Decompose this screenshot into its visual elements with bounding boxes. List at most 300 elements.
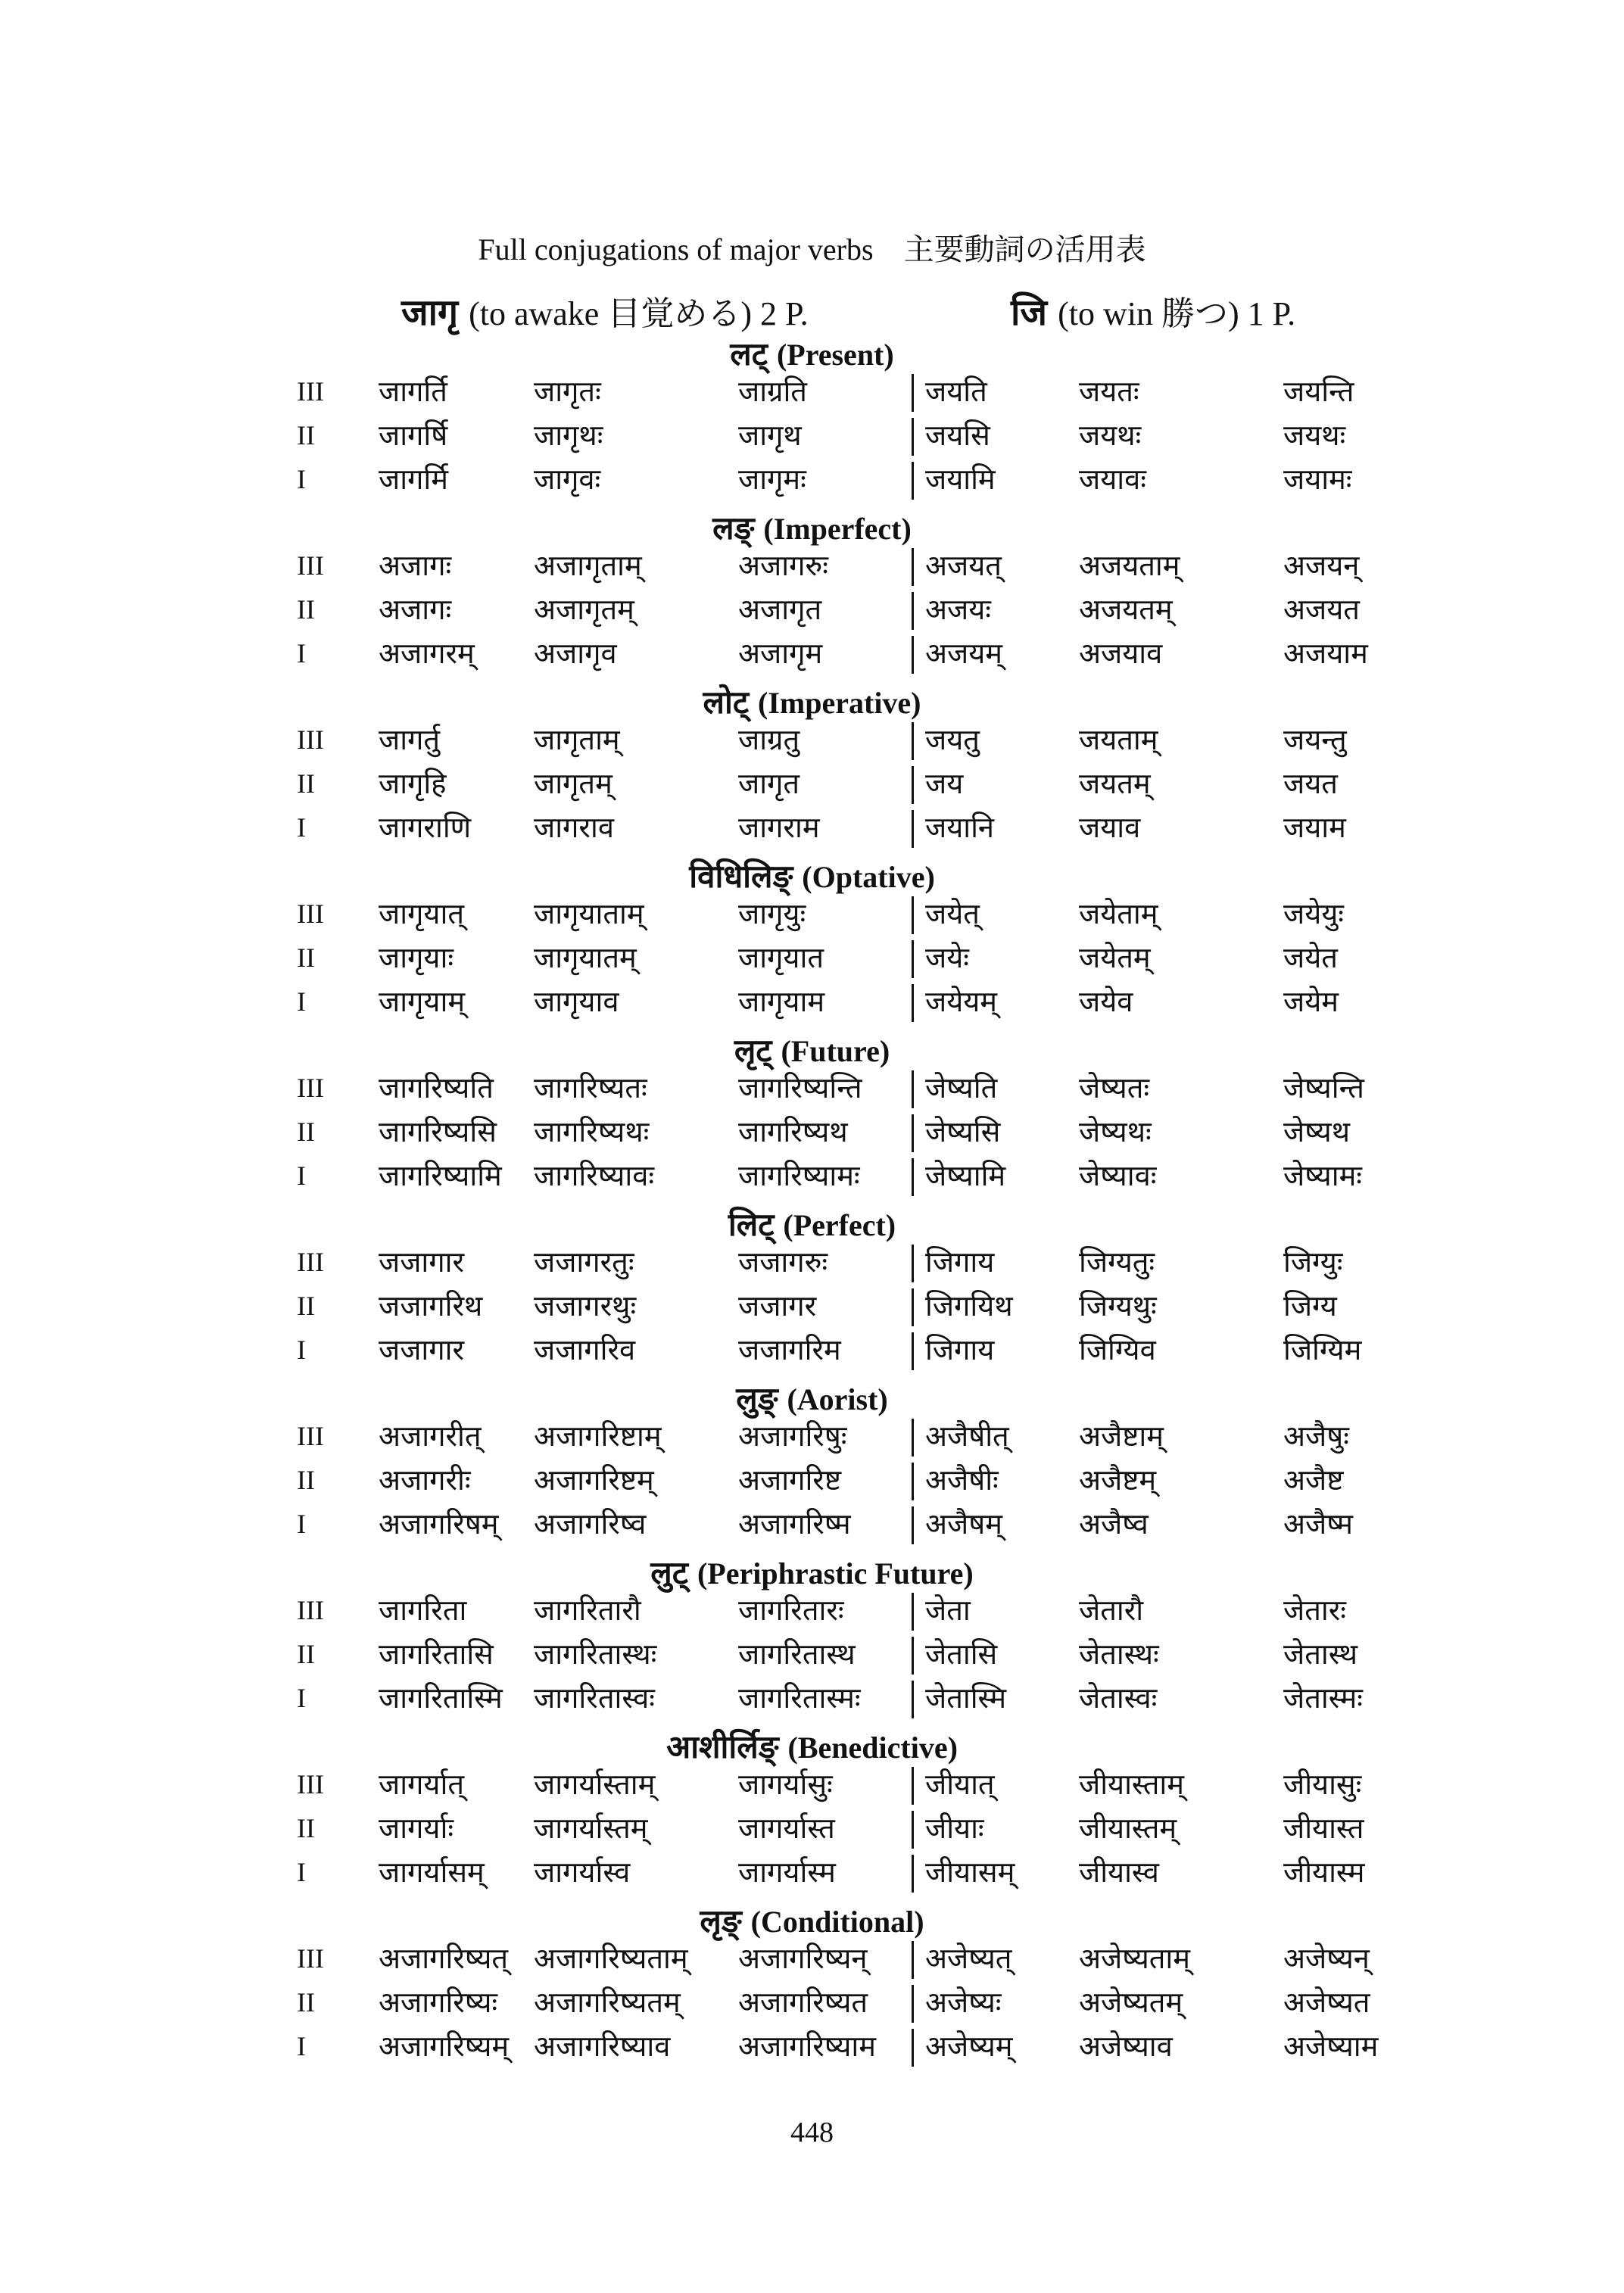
column-divider bbox=[912, 1681, 914, 1718]
person-label: III bbox=[297, 1595, 324, 1625]
jagr-form: जजागार bbox=[379, 1333, 465, 1366]
jagr-form: जागृतम् bbox=[534, 767, 613, 800]
ji-form: जेष्यामि bbox=[925, 1159, 1006, 1192]
verb-root-jagr: जागृ bbox=[401, 291, 459, 334]
jagr-form: जागरिष्यति bbox=[379, 1071, 494, 1104]
jagr-form: जागरिष्यामः bbox=[738, 1159, 860, 1192]
jagr-form: जागृयाम bbox=[738, 985, 825, 1018]
tense-name: विधिलिङ् bbox=[689, 858, 793, 895]
verb-gloss-ji: (to win 勝つ) 1 P. bbox=[1058, 295, 1296, 332]
conjugation-row bbox=[0, 2026, 1624, 2070]
ji-form: जयेताम् bbox=[1079, 897, 1158, 930]
column-divider bbox=[912, 984, 914, 1022]
jagr-form: जजागरिथ bbox=[379, 1289, 483, 1323]
column-divider bbox=[912, 1070, 914, 1108]
ji-form: जीयास्त bbox=[1283, 1812, 1364, 1845]
conjugation-row bbox=[0, 1634, 1624, 1678]
ji-form: अजयम् bbox=[925, 637, 1002, 670]
column-divider bbox=[912, 2029, 914, 2067]
jagr-form: जागरितारः bbox=[738, 1594, 844, 1627]
person-label: III bbox=[297, 376, 324, 407]
jagr-form: जागर्मि bbox=[379, 463, 448, 496]
column-divider bbox=[912, 1767, 914, 1805]
jagr-form: अजागरिष्यताम् bbox=[534, 1942, 688, 1975]
jagr-form: जागरिष्यावः bbox=[534, 1159, 654, 1192]
jagr-form: जागृवः bbox=[534, 463, 601, 496]
tense-name: लुङ् bbox=[736, 1380, 778, 1417]
jagr-form: जागृयाम् bbox=[379, 985, 466, 1018]
column-divider bbox=[912, 1288, 914, 1326]
jagr-form: जागरिष्यतः bbox=[534, 1071, 647, 1104]
jagr-form: अजागरिष्यः bbox=[379, 1986, 498, 2019]
jagr-form: जागृयात bbox=[738, 941, 824, 974]
conjugation-row bbox=[0, 763, 1624, 807]
ji-form: अजैषीः bbox=[925, 1463, 999, 1497]
column-divider bbox=[912, 592, 914, 630]
conjugation-row bbox=[0, 981, 1624, 1025]
ji-form: जेतारः bbox=[1283, 1594, 1346, 1627]
ji-form: जयेम bbox=[1283, 985, 1339, 1018]
conjugation-row bbox=[0, 1242, 1624, 1285]
column-divider bbox=[912, 896, 914, 934]
ji-form: जयेयुः bbox=[1283, 897, 1344, 930]
ji-form: जेष्यतः bbox=[1079, 1071, 1150, 1104]
column-divider bbox=[912, 1463, 914, 1500]
ji-form: जयेत् bbox=[925, 897, 980, 930]
person-label: III bbox=[297, 1421, 324, 1451]
jagr-form: अजागरिष्व bbox=[534, 1507, 647, 1541]
column-divider bbox=[912, 1985, 914, 2023]
person-label: III bbox=[297, 1943, 324, 1974]
jagr-form: जागर्षि bbox=[379, 419, 448, 452]
ji-form: जीयास्तम् bbox=[1079, 1812, 1177, 1845]
jagr-form: अजागः bbox=[379, 549, 452, 582]
jagr-form: जागृयात् bbox=[379, 897, 464, 930]
column-divider bbox=[912, 940, 914, 978]
jagr-form: अजागरम् bbox=[379, 637, 475, 670]
ji-form: जीयास्म bbox=[1283, 1855, 1365, 1889]
ji-form: अजयत bbox=[1283, 593, 1360, 626]
jagr-form: जागर्यास्त bbox=[738, 1812, 835, 1845]
conjugation-row bbox=[0, 1285, 1624, 1329]
jagr-form: जागृयुः bbox=[738, 897, 806, 930]
ji-form: जयथः bbox=[1283, 419, 1346, 452]
ji-form: जयसि bbox=[925, 419, 990, 452]
conjugation-row bbox=[0, 1764, 1624, 1808]
tense-header bbox=[0, 1724, 1624, 1768]
jagr-form: जागर्यास्तम् bbox=[534, 1812, 648, 1845]
ji-form: जिग्यथुः bbox=[1079, 1289, 1157, 1323]
conjugation-row bbox=[0, 893, 1624, 937]
jagr-form: जागृथः bbox=[534, 419, 603, 452]
jagr-form: अजागरिष्यन् bbox=[738, 1942, 868, 1975]
conjugation-row bbox=[0, 1938, 1624, 1982]
conjugation-row bbox=[0, 545, 1624, 589]
ji-form: जिग्युः bbox=[1283, 1245, 1343, 1279]
ji-form: अजेष्यम् bbox=[925, 2030, 1013, 2063]
jagr-form: जजागार bbox=[379, 1245, 465, 1279]
jagr-form: जागृयाताम् bbox=[534, 897, 644, 930]
ji-form: जेतास्मि bbox=[925, 1681, 1007, 1715]
jagr-form: जागरिष्यसि bbox=[379, 1115, 497, 1148]
tense-name: लट् bbox=[730, 335, 768, 372]
jagr-form: जागर्यासुः bbox=[738, 1768, 833, 1801]
ji-form: जेष्यथः bbox=[1079, 1115, 1152, 1148]
jagr-form: जाग्रति bbox=[738, 375, 807, 408]
tense-name: आशीर्लिङ् bbox=[666, 1728, 779, 1765]
person-label: III bbox=[297, 550, 324, 581]
conjugation-row bbox=[0, 589, 1624, 633]
page-number: 448 bbox=[790, 2117, 834, 2148]
ji-form: अजेष्यताम् bbox=[1079, 1942, 1190, 1975]
person-label: III bbox=[297, 1247, 324, 1277]
tense-header bbox=[0, 332, 1624, 375]
ji-form: जयाव bbox=[1079, 811, 1141, 844]
column-divider bbox=[912, 1593, 914, 1631]
tense-header bbox=[0, 680, 1624, 723]
conjugation-row bbox=[0, 807, 1624, 851]
column-divider bbox=[912, 462, 914, 500]
jagr-form: अजागरिष्याव bbox=[534, 2030, 671, 2063]
tense-name: लिट् bbox=[728, 1206, 775, 1243]
ji-form: जयेयम् bbox=[925, 985, 998, 1018]
tense-name: लृङ् bbox=[700, 1902, 742, 1939]
verb-root-ji: जि bbox=[1011, 291, 1048, 334]
person-label: I bbox=[297, 2031, 306, 2061]
jagr-form: अजागरिष्याम bbox=[738, 2030, 876, 2063]
ji-form: जेता bbox=[925, 1594, 971, 1627]
jagr-form: अजागः bbox=[379, 593, 452, 626]
jagr-form: जागृताम् bbox=[534, 723, 620, 756]
column-divider bbox=[912, 1811, 914, 1849]
tense-label: (Aorist) bbox=[787, 1382, 888, 1416]
column-divider bbox=[912, 1158, 914, 1196]
ji-form: अजेष्याव bbox=[1079, 2030, 1173, 2063]
jagr-form: जजागरतुः bbox=[534, 1245, 634, 1279]
jagr-form: जागृमः bbox=[738, 463, 806, 496]
conjugation-row bbox=[0, 1067, 1624, 1111]
ji-form: अजयत् bbox=[925, 549, 1002, 582]
jagr-form: अजागरिष्यत् bbox=[379, 1942, 509, 1975]
tense-header bbox=[0, 1550, 1624, 1594]
ji-form: जीयात् bbox=[925, 1768, 995, 1801]
person-label: I bbox=[297, 638, 306, 668]
jagr-form: जागर्यासम् bbox=[379, 1855, 485, 1889]
jagr-form: जागर्तु bbox=[379, 723, 441, 756]
ji-form: जिग्य bbox=[1283, 1289, 1337, 1323]
person-label: II bbox=[297, 420, 315, 450]
jagr-form: अजागरुः bbox=[738, 549, 828, 582]
conjugation-row bbox=[0, 1982, 1624, 2026]
verb-gloss-jagr: (to awake 目覚める) 2 P. bbox=[469, 295, 809, 332]
ji-form: जयन्ति bbox=[1283, 375, 1354, 408]
jagr-form: अजागरिष्यत bbox=[738, 1986, 868, 2019]
ji-form: जेतास्मः bbox=[1283, 1681, 1363, 1715]
person-label: I bbox=[297, 986, 306, 1017]
jagr-form: जागराणि bbox=[379, 811, 472, 844]
column-divider bbox=[912, 1245, 914, 1282]
ji-form: अजयताम् bbox=[1079, 549, 1180, 582]
verb-heading-jagr bbox=[401, 286, 809, 336]
column-divider bbox=[912, 766, 914, 804]
jagr-form: जागर्यात् bbox=[379, 1768, 464, 1801]
ji-form: अजैष्ट bbox=[1283, 1463, 1344, 1497]
person-label: III bbox=[297, 899, 324, 929]
jagr-form: जागर्यास्व bbox=[534, 1855, 631, 1889]
jagr-form: जागृयाः bbox=[379, 941, 454, 974]
person-label: II bbox=[297, 1117, 315, 1147]
ji-form: अजेष्यत् bbox=[925, 1942, 1012, 1975]
jagr-form: जागरितास्मः bbox=[738, 1681, 861, 1715]
person-label: II bbox=[297, 768, 315, 799]
jagr-form: जागरितासि bbox=[379, 1637, 494, 1671]
ji-form: अजयाम bbox=[1283, 637, 1368, 670]
tense-header bbox=[0, 854, 1624, 897]
conjugation-row bbox=[0, 937, 1624, 981]
column-divider bbox=[912, 374, 914, 412]
conjugation-row bbox=[0, 1852, 1624, 1896]
conjugation-row bbox=[0, 1111, 1624, 1155]
jagr-form: जाग्रतु bbox=[738, 723, 800, 756]
ji-form: अजैष्व bbox=[1079, 1507, 1149, 1541]
person-label: II bbox=[297, 1813, 315, 1843]
tense-name: लृट् bbox=[734, 1032, 772, 1069]
column-divider bbox=[912, 1506, 914, 1544]
jagr-form: जागरिष्यामि bbox=[379, 1159, 502, 1192]
jagr-form: जागृहि bbox=[379, 767, 447, 800]
tense-label: (Optative) bbox=[802, 860, 935, 894]
jagr-form: अजागरिष्ट bbox=[738, 1463, 842, 1497]
person-label: III bbox=[297, 724, 324, 755]
jagr-form: जागृथ bbox=[738, 419, 802, 452]
tense-label: (Future) bbox=[781, 1034, 890, 1068]
jagr-form: जागरितास्थः bbox=[534, 1637, 657, 1671]
conjugation-row bbox=[0, 371, 1624, 415]
jagr-form: जजागर bbox=[738, 1289, 817, 1323]
conjugation-row bbox=[0, 1416, 1624, 1460]
ji-form: जयन्तु bbox=[1283, 723, 1347, 756]
jagr-form: अजागृतम् bbox=[534, 593, 634, 626]
ji-form: अजयन् bbox=[1283, 549, 1360, 582]
ji-form: जिग्यिव bbox=[1079, 1333, 1156, 1366]
jagr-form: अजागृव bbox=[534, 637, 617, 670]
ji-form: जयेव bbox=[1079, 985, 1133, 1018]
tense-label: (Perfect) bbox=[783, 1208, 896, 1242]
person-label: III bbox=[297, 1073, 324, 1103]
person-label: I bbox=[297, 1161, 306, 1191]
tense-label: (Conditional) bbox=[750, 1905, 924, 1939]
jagr-form: जजागरिव bbox=[534, 1333, 636, 1366]
conjugation-row bbox=[0, 1678, 1624, 1721]
ji-form: अजेष्यन् bbox=[1283, 1942, 1370, 1975]
ji-form: अजयतम् bbox=[1079, 593, 1173, 626]
ji-form: अजैषीत् bbox=[925, 1419, 1009, 1453]
person-label: II bbox=[297, 942, 315, 973]
column-divider bbox=[912, 418, 914, 456]
tense-name: लङ् bbox=[712, 509, 755, 547]
person-label: II bbox=[297, 1987, 315, 2017]
jagr-form: जागृयाव bbox=[534, 985, 619, 1018]
ji-form: जेतास्थः bbox=[1079, 1637, 1159, 1671]
jagr-form: अजागरिष्टम् bbox=[534, 1463, 654, 1497]
column-divider bbox=[912, 810, 914, 848]
jagr-form: अजागरिष्टाम् bbox=[534, 1419, 662, 1453]
jagr-form: अजागरिषम् bbox=[379, 1507, 499, 1541]
ji-form: अजैष्टाम् bbox=[1079, 1419, 1164, 1453]
person-label: II bbox=[297, 594, 315, 625]
ji-form: जिग्यिम bbox=[1283, 1333, 1362, 1366]
ji-form: अजेष्यतम् bbox=[1079, 1986, 1183, 2019]
conjugation-row bbox=[0, 415, 1624, 459]
ji-form: जयतम् bbox=[1079, 767, 1151, 800]
ji-form: जयावः bbox=[1079, 463, 1146, 496]
ji-form: अजैष्म bbox=[1283, 1507, 1353, 1541]
ji-form: जयेत bbox=[1283, 941, 1338, 974]
column-divider bbox=[912, 1637, 914, 1675]
ji-form: जिगाय bbox=[925, 1333, 995, 1366]
ji-form: जेष्यसि bbox=[925, 1115, 1001, 1148]
ji-form: जयेतम् bbox=[1079, 941, 1151, 974]
ji-form: अजेष्यः bbox=[925, 1986, 1002, 2019]
ji-form: जेष्यन्ति bbox=[1283, 1071, 1364, 1104]
tense-header bbox=[0, 1376, 1624, 1419]
ji-form: अजैष्टम् bbox=[1079, 1463, 1157, 1497]
jagr-form: जागरिष्यथः bbox=[534, 1115, 650, 1148]
conjugation-row bbox=[0, 1590, 1624, 1634]
column-divider bbox=[912, 1419, 914, 1456]
ji-form: जयति bbox=[925, 375, 987, 408]
column-divider bbox=[912, 1332, 914, 1370]
column-divider bbox=[912, 722, 914, 760]
ji-form: जेष्यति bbox=[925, 1071, 998, 1104]
column-divider bbox=[912, 1114, 914, 1152]
jagr-form: जजागरिम bbox=[738, 1333, 841, 1366]
column-divider bbox=[912, 636, 914, 674]
ji-form: जयथः bbox=[1079, 419, 1142, 452]
jagr-form: जागरितास्थ bbox=[738, 1637, 856, 1671]
ji-form: जयानि bbox=[925, 811, 995, 844]
jagr-form: अजागरिषुः bbox=[738, 1419, 847, 1453]
conjugation-row bbox=[0, 633, 1624, 677]
ji-form: जिगाय bbox=[925, 1245, 995, 1279]
jagr-form: अजागरिष्यतम् bbox=[534, 1986, 681, 2019]
jagr-form: अजागरिष्यम् bbox=[379, 2030, 510, 2063]
jagr-form: जागृतः bbox=[534, 375, 601, 408]
ji-form: जयतः bbox=[1079, 375, 1139, 408]
person-label: II bbox=[297, 1465, 315, 1495]
person-label: I bbox=[297, 1857, 306, 1887]
tense-label: (Benedictive) bbox=[787, 1731, 958, 1765]
conjugation-row bbox=[0, 1155, 1624, 1199]
jagr-form: जागरितारौ bbox=[534, 1594, 641, 1627]
column-divider bbox=[912, 1941, 914, 1979]
jagr-form: जागरिष्यन्ति bbox=[738, 1071, 862, 1104]
ji-form: जयत bbox=[1283, 767, 1338, 800]
ji-form: जीयास्ताम् bbox=[1079, 1768, 1184, 1801]
person-label: I bbox=[297, 464, 306, 494]
column-divider bbox=[912, 548, 914, 586]
jagr-form: अजागरीः bbox=[379, 1463, 471, 1497]
jagr-form: जागरितास्वः bbox=[534, 1681, 655, 1715]
person-label: III bbox=[297, 1769, 324, 1799]
ji-form: अजैषुः bbox=[1283, 1419, 1349, 1453]
ji-form: जिग्यतुः bbox=[1079, 1245, 1155, 1279]
ji-form: जयेः bbox=[925, 941, 969, 974]
ji-form: जय bbox=[925, 767, 964, 800]
ji-form: जयतु bbox=[925, 723, 980, 756]
jagr-form: जागर्याः bbox=[379, 1812, 454, 1845]
jagr-form: अजागृत bbox=[738, 593, 822, 626]
ji-form: जीयासुः bbox=[1283, 1768, 1362, 1801]
jagr-form: जागराम bbox=[738, 811, 820, 844]
tense-label: (Present) bbox=[776, 338, 894, 372]
jagr-form: जागर्ति bbox=[379, 375, 447, 408]
conjugation-row bbox=[0, 719, 1624, 763]
tense-header bbox=[0, 1899, 1624, 1942]
ji-form: जेतास्थ bbox=[1283, 1637, 1358, 1671]
ji-form: अजयाव bbox=[1079, 637, 1163, 670]
ji-form: जेष्यथ bbox=[1283, 1115, 1351, 1148]
conjugation-row bbox=[0, 459, 1624, 503]
jagr-form: जागराव bbox=[534, 811, 614, 844]
ji-form: अजैषम् bbox=[925, 1507, 1002, 1541]
conjugation-row bbox=[0, 1329, 1624, 1373]
jagr-form: अजागृताम् bbox=[534, 549, 642, 582]
ji-form: जेतारौ bbox=[1079, 1594, 1144, 1627]
jagr-form: अजागरीत् bbox=[379, 1419, 482, 1453]
ji-form: जेष्यावः bbox=[1079, 1159, 1157, 1192]
ji-form: अजेष्यत bbox=[1283, 1986, 1370, 2019]
ji-form: जीयासम् bbox=[925, 1855, 1015, 1889]
ji-form: जयामः bbox=[1283, 463, 1352, 496]
person-label: I bbox=[297, 812, 306, 843]
tense-header bbox=[0, 506, 1624, 549]
ji-form: जीयास्व bbox=[1079, 1855, 1159, 1889]
person-label: I bbox=[297, 1335, 306, 1365]
tense-label: (Imperative) bbox=[758, 686, 921, 720]
tense-label: (Periphrastic Future) bbox=[697, 1556, 974, 1590]
jagr-form: अजागरिष्म bbox=[738, 1507, 851, 1541]
jagr-form: जागरिष्यथ bbox=[738, 1115, 848, 1148]
person-label: I bbox=[297, 1509, 306, 1539]
ji-form: जेष्यामः bbox=[1283, 1159, 1362, 1192]
ji-form: जेतासि bbox=[925, 1637, 998, 1671]
ji-form: अजेष्याम bbox=[1283, 2030, 1379, 2063]
jagr-form: अजागृम bbox=[738, 637, 823, 670]
conjugation-row bbox=[0, 1460, 1624, 1503]
ji-form: अजयः bbox=[925, 593, 991, 626]
ji-form: जयाम bbox=[1283, 811, 1346, 844]
jagr-form: जागृत bbox=[738, 767, 800, 800]
jagr-form: जागरिता bbox=[379, 1594, 467, 1627]
ji-form: जयामि bbox=[925, 463, 996, 496]
person-label: I bbox=[297, 1683, 306, 1713]
ji-form: जयताम् bbox=[1079, 723, 1158, 756]
jagr-form: जागरितास्मि bbox=[379, 1681, 503, 1715]
conjugation-row bbox=[0, 1808, 1624, 1852]
jagr-form: जजागरुः bbox=[738, 1245, 828, 1279]
person-label: II bbox=[297, 1291, 315, 1321]
page-title: Full conjugations of major verbs 主要動詞の活用表 bbox=[478, 232, 1146, 266]
tense-label: (Imperfect) bbox=[763, 512, 912, 546]
conjugation-row bbox=[0, 1503, 1624, 1547]
person-label: II bbox=[297, 1639, 315, 1669]
verb-heading-ji bbox=[1011, 286, 1295, 336]
tense-name: लोट् bbox=[703, 684, 750, 721]
jagr-form: जागर्यास्ताम् bbox=[534, 1768, 656, 1801]
tense-header bbox=[0, 1202, 1624, 1245]
tense-name: लुट् bbox=[650, 1554, 688, 1591]
